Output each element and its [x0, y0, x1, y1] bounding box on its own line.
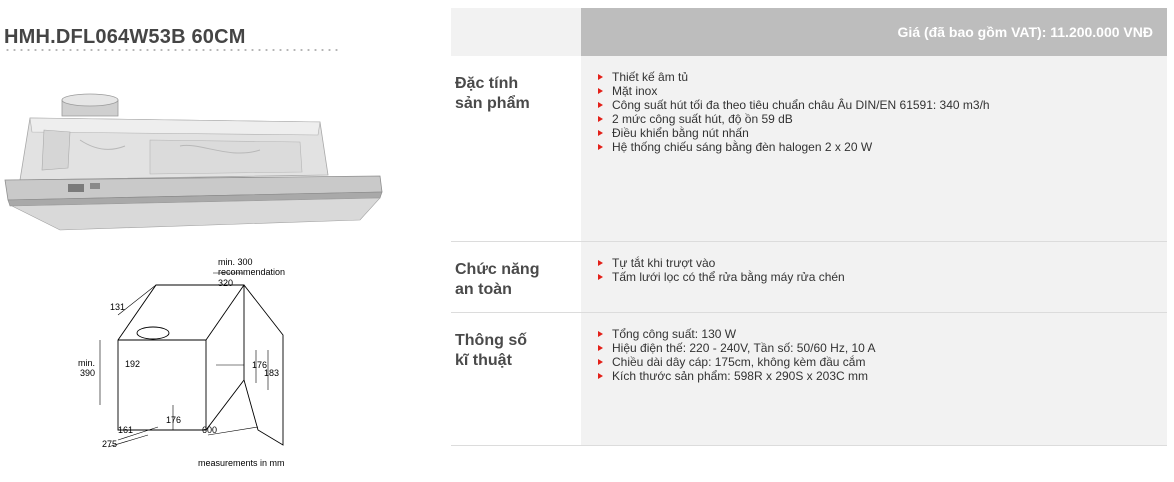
list-item: 2 mức công suất hút, độ ồn 59 dB — [597, 112, 1157, 126]
list-item: Kích thước sản phẩm: 598R x 290S x 203C mm — [597, 369, 1157, 383]
section-label: Đặc tính sản phẩm — [455, 75, 530, 112]
list-item: Tự tắt khi trượt vào — [597, 256, 1157, 270]
dim-192: 192 — [125, 359, 141, 369]
section-content — [581, 56, 1167, 241]
list-item: Hiệu điện thế: 220 - 240V, Tần số: 50/60 Hz, 10 A — [597, 341, 1157, 355]
section-safety — [451, 242, 1167, 313]
dim-600: 600 — [202, 425, 218, 435]
list-item: Thiết kế âm tủ — [597, 70, 1157, 84]
dim-161: 161 — [118, 425, 134, 435]
section-label: Chức năng an toàn — [455, 261, 540, 298]
section-content — [581, 313, 1167, 445]
section-features — [451, 56, 1167, 242]
dim-176-right: 176 — [252, 360, 268, 370]
list-item: Chiều dài dây cáp: 175cm, không kèm đầu cắm — [597, 355, 1157, 369]
range-hood-photo — [0, 80, 390, 240]
section-label: Thông số kĩ thuật — [455, 332, 527, 369]
spec-list — [597, 327, 1157, 383]
list-item: Mặt inox — [597, 84, 1157, 98]
list-item: Hệ thống chiếu sáng bằng đèn halogen 2 x 20 W — [597, 140, 1157, 154]
product-title: HMH.DFL064W53B 60CM — [4, 26, 246, 48]
price-row — [451, 8, 1167, 56]
dim-131: 131 — [110, 302, 126, 312]
dim-min: min. — [78, 358, 96, 368]
dim-recommendation: recommendation — [218, 267, 286, 277]
section-specs — [451, 313, 1167, 446]
list-item: Tấm lưới lọc có thể rửa bằng máy rửa chén — [597, 270, 1157, 284]
dim-390: 390 — [80, 368, 96, 378]
spec-table — [451, 8, 1167, 446]
price-row-spacer — [451, 8, 581, 56]
list-item: Tổng công suất: 130 W — [597, 327, 1157, 341]
price-label: Giá (đã bao gồm VAT): 11.200.000 VNĐ — [581, 8, 1167, 56]
measurements-note: measurements in mm — [198, 458, 285, 468]
section-content — [581, 242, 1167, 312]
list-item: Công suất hút tối đa theo tiêu chuẩn châu Âu DIN/EN 61591: 340 m3/h — [597, 98, 1157, 112]
dotted-divider — [4, 49, 338, 51]
dim-min300: min. 300 — [218, 257, 253, 267]
safety-list — [597, 256, 1157, 284]
feature-list — [597, 70, 1157, 154]
list-item: Điều khiển bằng nút nhấn — [597, 126, 1157, 140]
dim-176-bottom: 176 — [166, 415, 182, 425]
dim-320: 320 — [218, 278, 234, 288]
dimension-diagram — [78, 255, 308, 470]
dim-275: 275 — [102, 439, 118, 449]
dim-183: 183 — [264, 368, 280, 378]
